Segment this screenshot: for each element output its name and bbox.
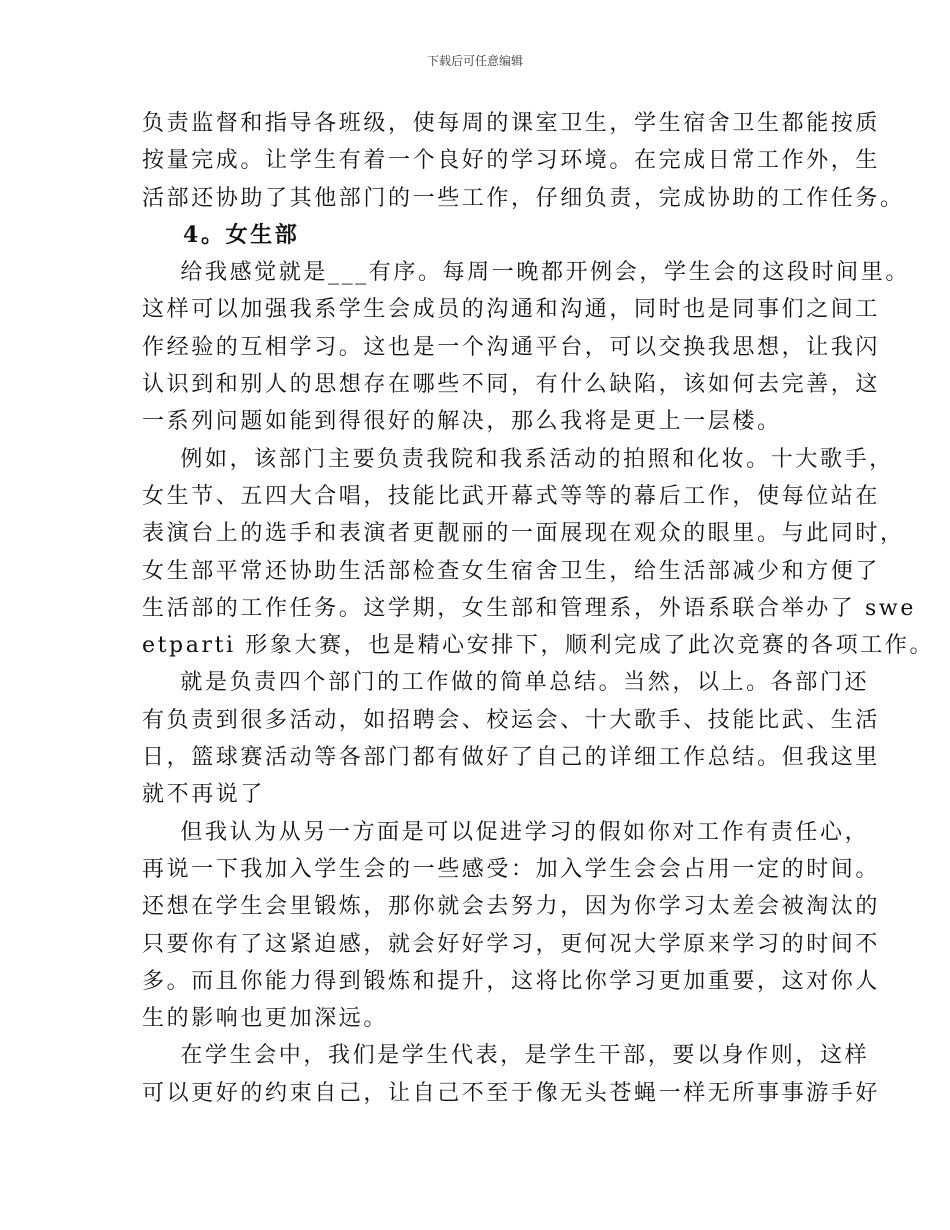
text-line: 负责监督和指导各班级，使每周的课室卫生，学生宿舍卫生都能按质 — [142, 111, 881, 136]
paragraph-4 — [142, 664, 881, 813]
text-line: 在学生会中，我们是学生代表，是学生干部，要以身作则，这样 — [142, 1043, 870, 1069]
text-line: 就不再说了 — [142, 782, 266, 808]
text-line: 只要你有了这紧迫感，就会好好学习，更何况大学原来学习的时间不 — [142, 931, 881, 957]
text-line: 生的影响也更加深远。 — [142, 1006, 389, 1032]
text-line: etparti 形象大赛，也是精心安排下，顺利完成了此次竞赛的各项工作。 — [142, 633, 935, 659]
text-line: 再说一下我加入学生会的一些感受：加入学生会会占用一定的时间。 — [142, 856, 881, 882]
text-line: 日，篮球赛活动等各部门都有做好了自己的详细工作总结。但我这里 — [142, 745, 881, 771]
text-line: 可以更好的约束自己，让自己不至于像无头苍蝇一样无所事事游手好 — [142, 1080, 881, 1106]
text-line: 4。女生部 — [142, 221, 300, 248]
text-line: 但我认为从另一方面是可以促进学习的假如你对工作有责任心， — [142, 819, 870, 845]
text-line: 女生部平常还协助生活部检查女生宿舍卫生，给生活部减少和方便了 — [142, 558, 881, 584]
paragraph-1 — [142, 105, 905, 217]
text-line: 这样可以加强我系学生会成员的沟通和沟通，同时也是同事们之间工 — [142, 297, 881, 323]
text-line: 女生节、五四大合唱，技能比武开幕式等等的幕后工作，使每位站在 — [142, 483, 881, 509]
section-heading-girls-dept — [142, 217, 810, 254]
text-line: 认识到和别人的思想存在哪些不同，有什么缺陷，该如何去完善，这 — [142, 372, 881, 398]
text-line: 多。而且你能力得到锻炼和提升，这将比你学习更加重要，这对你人 — [142, 968, 881, 994]
text-line: 就是负责四个部门的工作做的简单总结。当然，以上。各部门还 — [142, 670, 870, 696]
text-line: 按量完成。让学生有着一个良好的学习环境。在完成日常工作外，生 — [142, 148, 881, 174]
text-line: 给我感觉就是___有序。每周一晚都开例会，学生会的这段时间里。 — [142, 260, 910, 286]
text-line: 还想在学生会里锻炼，那你就会去努力，因为你学习太差会被淘汰的 — [142, 894, 881, 920]
text-line: 一系列问题如能到得很好的解决，那么我将是更上一层楼。 — [142, 409, 782, 435]
paragraph-6 — [142, 1037, 881, 1112]
text-line: 表演台上的选手和表演者更靓丽的一面展现在观众的眼里。与此同时， — [142, 521, 905, 547]
text-line: 作经验的互相学习。这也是一个沟通平台，可以交换我思想，让我闪 — [142, 334, 881, 360]
paragraph-3 — [142, 441, 935, 665]
text-line: 生活部的工作任务。这学期，女生部和管理系，外语系联合举办了 swe — [142, 595, 916, 621]
document-body — [142, 105, 935, 1112]
text-line: 有负责到很多活动，如招聘会、校运会、十大歌手、技能比武、生活 — [142, 707, 881, 733]
text-line: 活部还协助了其他部门的一些工作，仔细负责，完成协助的工作任务。 — [142, 185, 905, 211]
paragraph-2 — [142, 254, 910, 440]
page-header: 下载后可任意编辑 — [426, 54, 523, 68]
paragraph-5 — [142, 814, 881, 1038]
text-line: 例如，该部门主要负责我院和我系活动的拍照和化妆。十大歌手， — [142, 446, 894, 472]
